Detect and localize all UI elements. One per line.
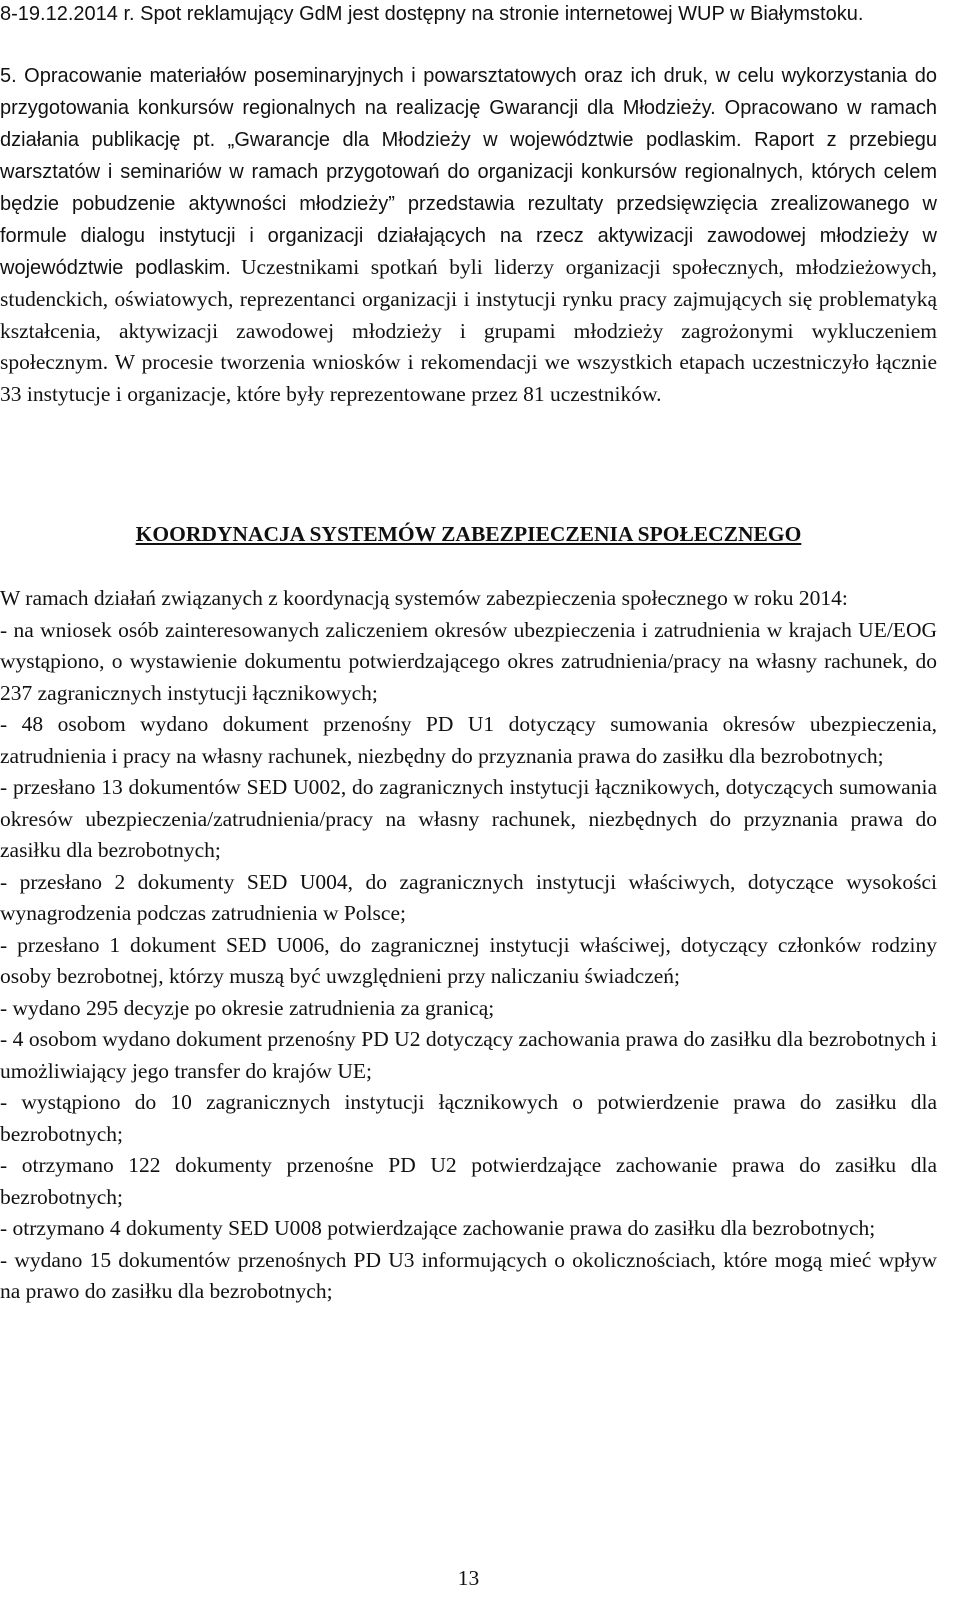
list-item: - przesłano 13 dokumentów SED U002, do zagranicznych instytucji łącznikowych, dotyczących sumowania okresów ubezpieczenia/zatrudnienia/pracy na własny rachunek, niezbędnych do przyznania prawa do zasiłku dla bezrobotnych; <box>0 775 937 862</box>
paragraph-item-5 <box>0 60 937 410</box>
list-item: - wydano 15 dokumentów przenośnych PD U3 informujących o okolicznościach, które mogą mieć wpływ na prawo do zasiłku dla bezrobotnych; <box>0 1247 937 1303</box>
section-heading: KOORDYNACJA SYSTEMÓW ZABEZPIECZENIA SPOŁECZNEGO <box>135 522 802 546</box>
list-item: - wydano 295 decyzje po okresie zatrudnienia za granicą; <box>0 995 495 1020</box>
list-item: - 4 osobom wydano dokument przenośny PD U2 dotyczący zachowania prawa do zasiłku dla bezrobotnych i umożliwiający jego transfer do krajów UE; <box>0 1027 937 1083</box>
page-number: 13 <box>457 1566 480 1590</box>
paragraph-item-5-serif-part: Uczestnikami spotkań byli liderzy organizacji społecznych, młodzieżowych, studenckich, oświatowych, reprezentanci organizacji i instytucji rynku pracy zajmujących się problematyką kształcenia, aktywizacji zawodowej młodzieży i grupami młodzieży zagrożonymi wykluczeniem społecznym. W procesie tworzenia wniosków i rekomendacji we wszystkich etapach uczestniczyło łącznie 33 instytucje i organizacje, które były reprezentowane przez 81 uczestników. <box>0 255 937 406</box>
paragraph-spot-dates: 8-19.12.2014 r. Spot reklamujący GdM jest dostępny na stronie internetowej WUP w Białymstoku. <box>0 3 864 25</box>
paragraph-item-5-sans-part: 5. Opracowanie materiałów poseminaryjnych i powarsztatowych oraz ich druk, w celu wykorzystania do przygotowania konkursów regionalnych na realizację Gwarancji dla Młodzieży. Opracowano w ramach działania publikację pt. „Gwarancje dla Młodzieży w województwie podlaskim. Raport z przebiegu warsztatów i seminariów w ramach przygotowań do organizacji konkursów regionalnych, których celem będzie pobudzenie aktywności młodzieży” przedstawia rezultaty przedsięwzięcia zrealizowanego w formule dialogu instytucji i organizacji działających na rzecz aktywizacji zawodowej młodzieży w województwie podlaskim. <box>0 65 937 279</box>
section-body <box>0 583 937 1308</box>
list-item: - otrzymano 4 dokumenty SED U008 potwierdzające zachowanie prawa do zasiłku dla bezrobotnych; <box>0 1216 876 1240</box>
section-intro: W ramach działań związanych z koordynacją systemów zabezpieczenia społecznego w roku 2014: <box>0 586 848 610</box>
list-item: - 48 osobom wydano dokument przenośny PD U1 dotyczący sumowania okresów ubezpieczenia, zatrudnienia i pracy na własny rachunek, niezbędny do przyznania prawa do zasiłku dla bezrobotnych; <box>0 712 937 768</box>
list-item: - na wniosek osób zainteresowanych zaliczeniem okresów ubezpieczenia i zatrudnienia w krajach UE/EOG wystąpiono, o wystawienie dokumentu potwierdzającego okres zatrudnienia/pracy na własny rachunek, do 237 zagranicznych instytucji łącznikowych; <box>0 617 937 705</box>
list-item: - wystąpiono do 10 zagranicznych instytucji łącznikowych o potwierdzenie prawa do zasiłku dla bezrobotnych; <box>0 1090 937 1146</box>
list-item: - przesłano 1 dokument SED U006, do zagranicznej instytucji właściwej, dotyczący członków rodziny osoby bezrobotnej, którzy muszą być uwzględnieni przy naliczaniu świadczeń; <box>0 932 937 988</box>
list-item: - otrzymano 122 dokumenty przenośne PD U2 potwierdzające zachowanie prawa do zasiłku dla bezrobotnych; <box>0 1153 937 1209</box>
list-item: - przesłano 2 dokumenty SED U004, do zagranicznych instytucji właściwych, dotyczące wysokości wynagrodzenia podczas zatrudnienia w Polsce; <box>0 869 937 925</box>
